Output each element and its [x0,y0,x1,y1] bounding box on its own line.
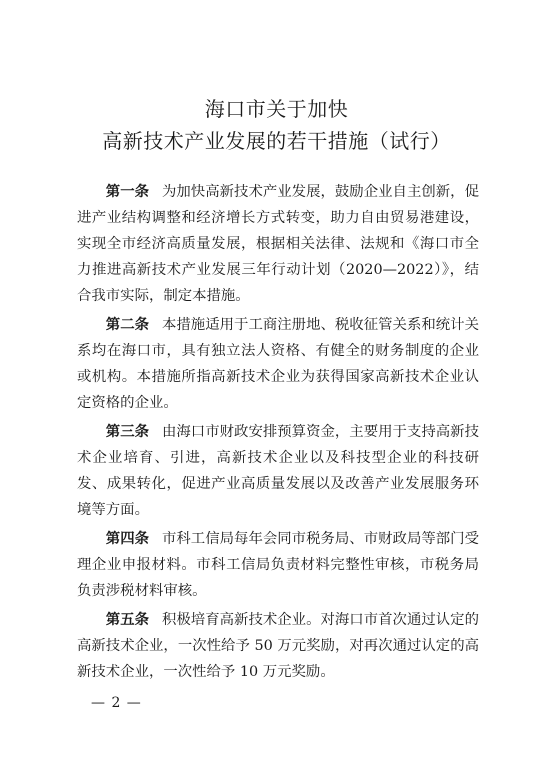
article-5 [77,607,479,685]
article-3 [77,419,479,523]
article-1-text: 为加快高新技术产业发展，鼓励企业自主创新，促进产业结构调整和经济增长方式转变，助力自由贸易港建设，实现全市经济高质量发展，根据相关法律、法规和《海口市全力推进高新技术产业发展三年行动计划（2020—2022）》，结合我市实际，制定本措施。 [77,184,479,304]
article-2 [77,312,479,416]
article-3-text: 由海口市财政安排预算资金，主要用于支持高新技术企业培育、引进，高新技术企业以及科技型企业的科技研发、成果转化，促进产业高质量发展以及改善产业发展服务环境等方面。 [77,424,479,518]
document-body [77,179,479,685]
article-1 [77,179,479,309]
document-title-line-2: 高新技术产业发展的若干措施（试行） [102,129,451,153]
article-2-label: 第二条 [105,316,150,333]
article-5-text: 积极培育高新技术企业。对海口市首次通过认定的高新技术企业，一次性给予 50 万元奖励，对再次通过认定的高新技术企业，一次性给予 10 万元奖励。 [77,612,479,680]
article-4-label: 第四条 [105,530,150,547]
article-2-text: 本措施适用于工商注册地、税收征管关系和统计关系均在海口市，具有独立法人资格、有健全的财务制度的企业或机构。本措施所指高新技术企业为获得国家高新技术企业认定资格的企业。 [77,317,479,411]
article-1-label: 第一条 [105,183,150,200]
article-5-label: 第五条 [105,611,150,628]
article-4-text: 市科工信局每年会同市税务局、市财政局等部门受理企业申报材料。市科工信局负责材料完整性审核，市税务局负责涉税材料审核。 [77,531,479,599]
document-title-line-1: 海口市关于加快 [204,97,349,121]
article-3-label: 第三条 [105,423,150,440]
page-number: — 2 — [91,695,142,711]
article-4 [77,526,479,604]
